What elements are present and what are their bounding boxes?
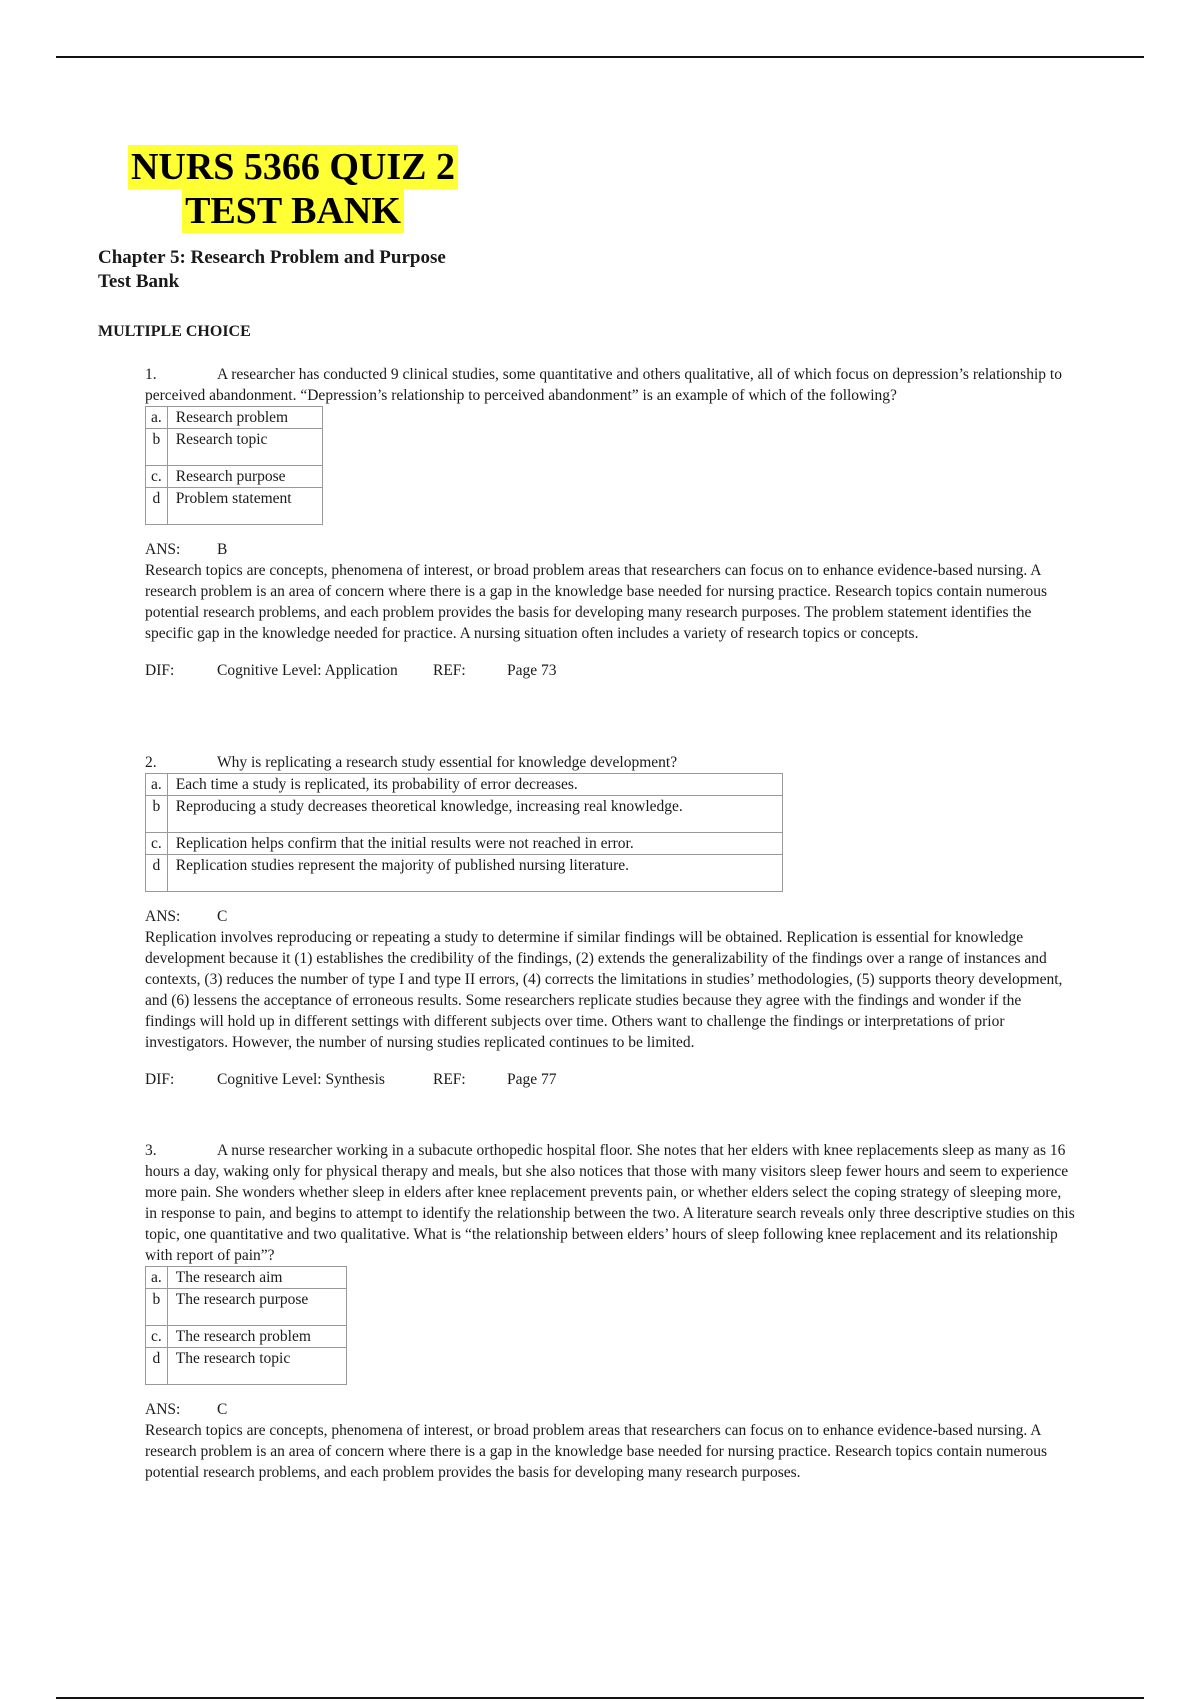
- choice-b: b Research topic: [146, 429, 323, 466]
- question-2: [145, 752, 1075, 1090]
- choice-d: d Replication studies represent the majority of published nursing literature.: [146, 855, 783, 892]
- question-number: 3.: [145, 1142, 157, 1159]
- explanation: Research topics are concepts, phenomena of interest, or broad problem areas that researchers can focus on to enhance evidence-based nursing. A research problem is an area of concern where there is a gap in the knowledge base needed for nursing practice. Research topics contain numerous potential research problems, and each problem provides the basis for developing many research purposes. The problem statement identifies the specific gap in the knowledge needed for practice. A nursing situation often includes a variety of research topics or concepts.: [145, 562, 1048, 642]
- question-text: 3. A nurse researcher working in a subacute orthopedic hospital floor. She notes that her elders with knee replacements sleep as many as 16 hours a day, waking only for physical therapy and meals, but she also notices that those with many visitors sleep fewer hours and seem to experience more pain. She wonders whether sleep in elders after knee replacement prevents pain, or whether elders select the coping strategy of sleeping more, in response to pain, and begins to attempt to identify the relationship between the two. A literature search reveals only three descriptive studies on this topic, one quantitative and two qualitative. What is “the relationship between elders’ hours of sleep following knee replacement and its relationship with report of pain”?: [145, 1142, 1075, 1264]
- question-text: 1. A researcher has conducted 9 clinical studies, some quantitative and others qualitative, all of which focus on depression’s relationship to perceived abandonment. “Depression’s relationship to perceived abandonment” is an example of which of the following?: [145, 366, 1062, 404]
- answer: ANS: B: [145, 541, 228, 558]
- choice-c: c. Replication helps confirm that the initial results were not reached in error.: [146, 833, 783, 855]
- title-line-2: TEST BANK: [182, 189, 404, 233]
- bottom-rule: [56, 1697, 1144, 1699]
- answer-value: C: [217, 908, 228, 925]
- answer: ANS: C: [145, 1401, 228, 1418]
- choice-c: c. Research purpose: [146, 466, 323, 488]
- answer: ANS: C: [145, 908, 228, 925]
- choice-d: d The research topic: [146, 1348, 347, 1385]
- explanation: Replication involves reproducing or repeating a study to determine if similar findings will be obtained. Replication is essential for knowledge development because it (1) establishes the credibility of the findings, (2) extends the generalizability of the findings over a range of instances and contexts, (3) reduces the number of type I and type II errors, (4) corrects the limitations in studies’ methodologies, (5) supports theory development, and (6) lessens the acceptance of erroneous results. Some researchers replicate studies because they agree with the findings and wonder if the findings will hold up in different settings with different subjects over time. Others want to challenge the findings or interpretations of prior investigators. However, the number of nursing studies replicated continues to be limited.: [145, 929, 1063, 1051]
- question-3: [145, 1140, 1075, 1483]
- choice-a: a. Research problem: [146, 407, 323, 429]
- top-rule: [56, 56, 1144, 58]
- question-text: 2. Why is replicating a research study essential for knowledge development?: [145, 754, 678, 771]
- document-title: [108, 145, 478, 233]
- question-meta: DIF: Cognitive Level: Application REF: Page 73: [145, 662, 557, 679]
- choice-b: b The research purpose: [146, 1289, 347, 1326]
- answer-value: B: [217, 541, 228, 558]
- choice-a: a. Each time a study is replicated, its probability of error decreases.: [146, 774, 783, 796]
- question-number: 2.: [145, 754, 157, 771]
- section-heading: MULTIPLE CHOICE: [98, 323, 251, 340]
- choice-d: d Problem statement: [146, 488, 323, 525]
- choice-a: a. The research aim: [146, 1267, 347, 1289]
- explanation: Research topics are concepts, phenomena of interest, or broad problem areas that researchers can focus on to enhance evidence-based nursing. A research problem is an area of concern where there is a gap in the knowledge base needed for nursing practice. Research topics contain numerous potential research problems, and each problem provides the basis for developing many research purposes.: [145, 1422, 1048, 1481]
- question-meta: DIF: Cognitive Level: Synthesis REF: Page 77: [145, 1071, 557, 1088]
- chapter-heading: [98, 246, 446, 294]
- choices-table: [145, 1266, 347, 1385]
- choices-table: [145, 406, 323, 525]
- title-line-1: NURS 5366 QUIZ 2: [128, 145, 458, 189]
- chapter-subtitle: Test Bank: [98, 271, 180, 292]
- choice-b: b Reproducing a study decreases theoretical knowledge, increasing real knowledge.: [146, 796, 783, 833]
- choice-c: c. The research problem: [146, 1326, 347, 1348]
- choices-table: [145, 773, 783, 892]
- chapter-title: Chapter 5: Research Problem and Purpose: [98, 247, 446, 268]
- question-1: [145, 364, 1075, 681]
- answer-value: C: [217, 1401, 228, 1418]
- question-number: 1.: [145, 366, 157, 383]
